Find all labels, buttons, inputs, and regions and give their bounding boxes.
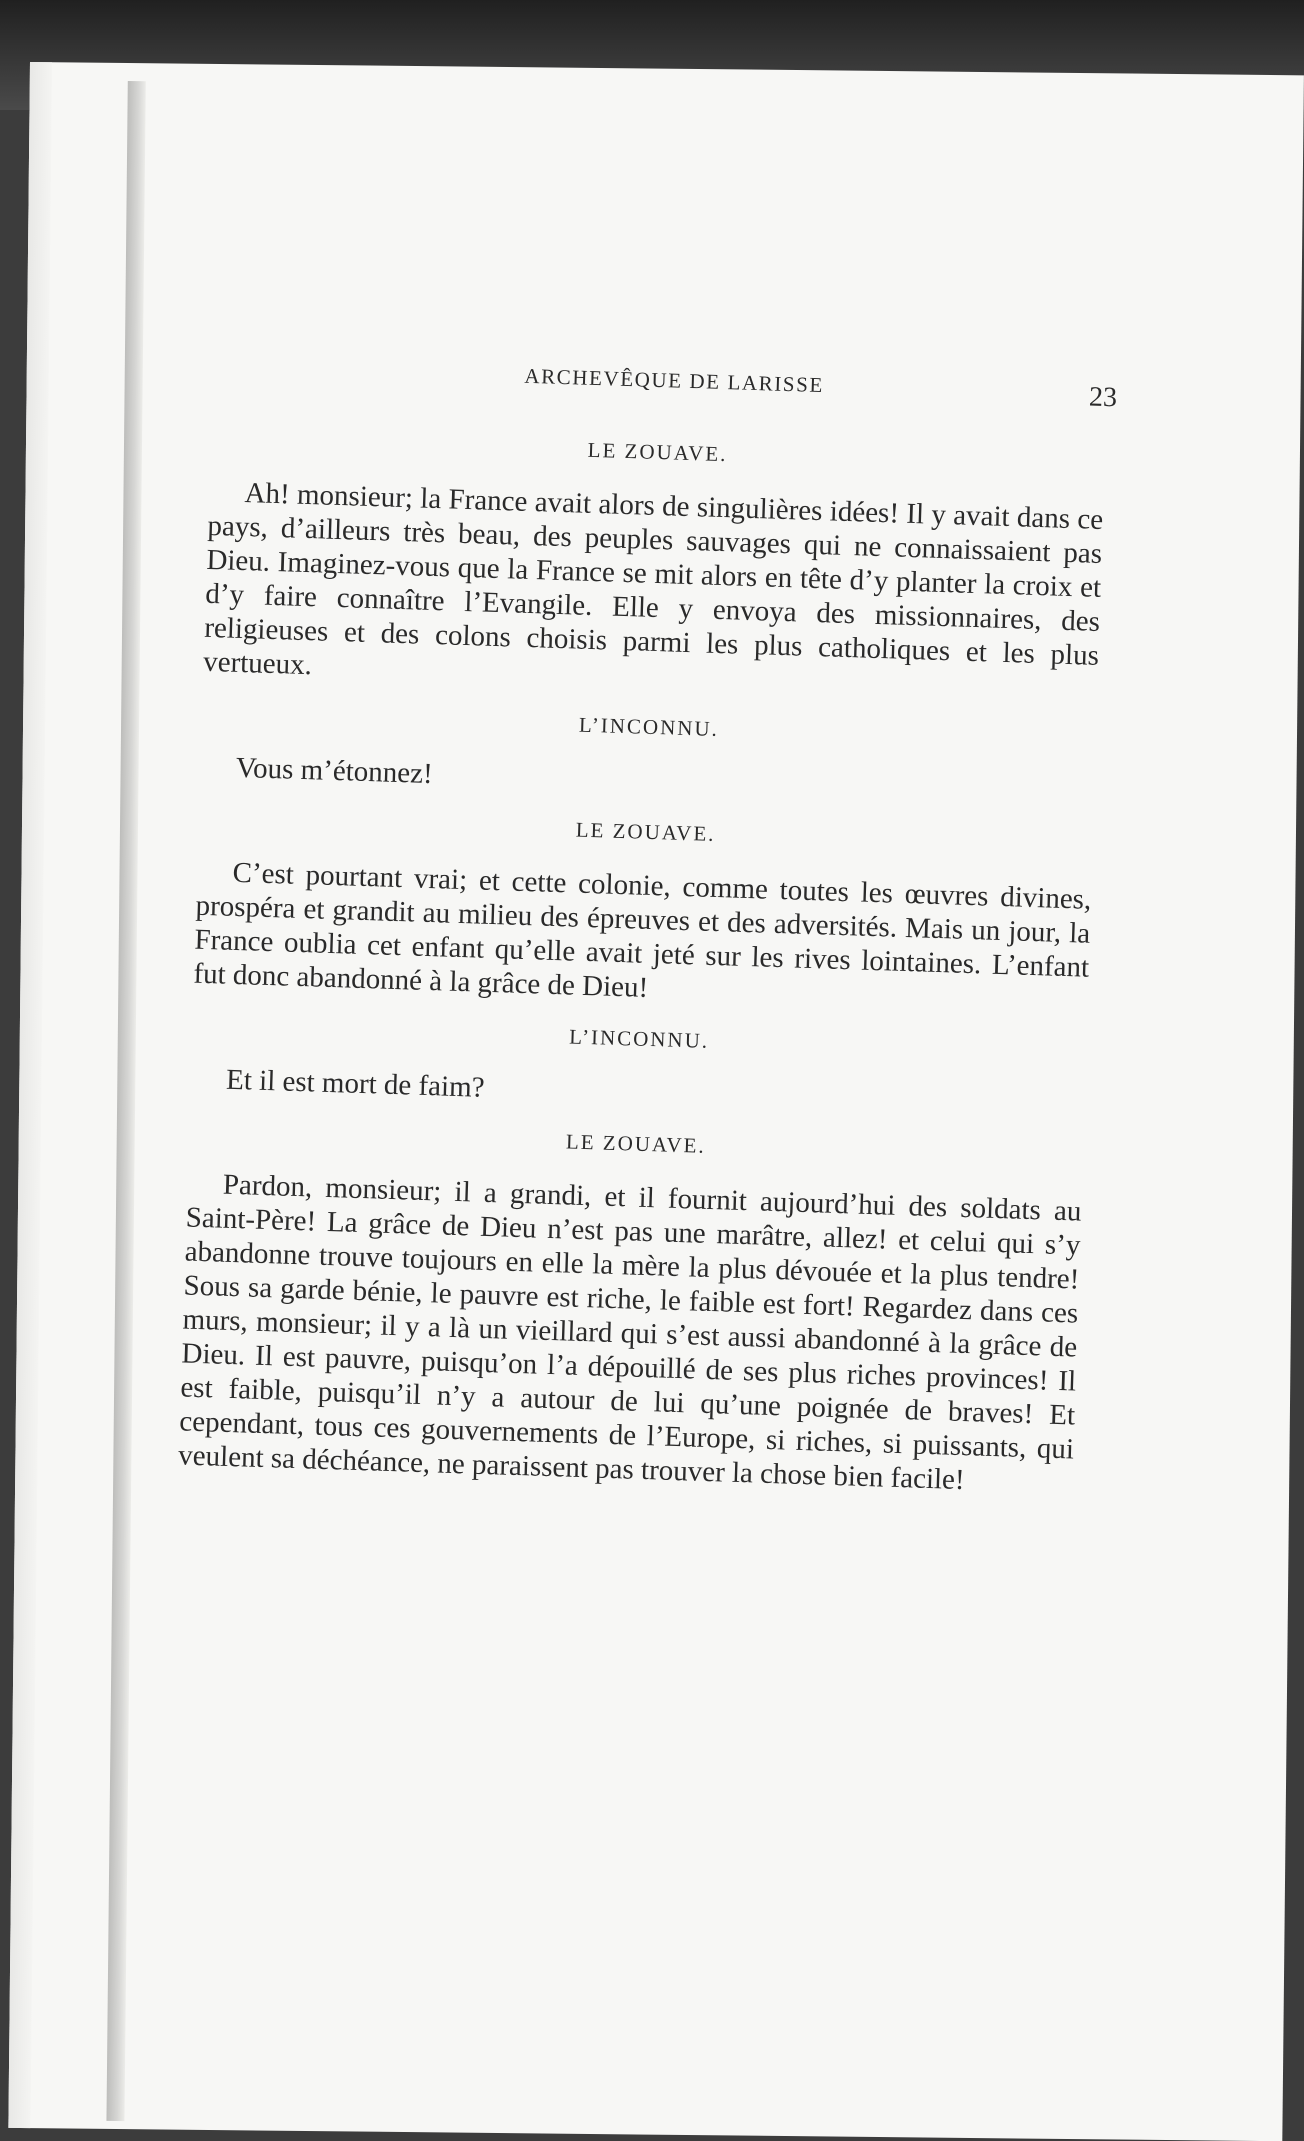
text-block xyxy=(177,354,1118,1501)
speaker-label: L’INCONNU. xyxy=(568,1024,710,1053)
running-head-title: ARCHEVÊQUE DE LARISSE xyxy=(524,363,825,398)
speech-paragraph: Vous m’étonnez! xyxy=(235,751,434,791)
speaker-label: LE ZOUAVE. xyxy=(565,1129,707,1158)
speech-paragraph: C’est pourtant vrai; et cette colonie, comme toutes les œuvres divines, prospéra et grandit au milieu des épreuves et des adversités. Mais un jour, la France oublia cet enfant qu’elle avait jeté sur les rives lointaines. L’enfant fut donc abandonné à la grâce de Dieu! xyxy=(192,856,1092,1004)
speech-paragraph: Pardon, monsieur; il a grandi, et il fournit aujourd’hui des soldats au Saint-Père! La grâce de Dieu n’est pas une marâtre, allez! et celui qui s’y abandonne trouve toujours en elle la mère la plus dévouée et la plus tendre! Sous sa garde bénie, le pauvre est riche, le faible est fort! Regardez dans ces murs, monsieur; il y a là un vieillard qui s’est aussi abandonné à la grâce de Dieu. Il est pauvre, puisqu’on l’a dépouillé de ses plus riches provinces! Il est faible, puisqu’il n’y a autour de lui qu’une poignée de braves! Et cependant, tous ces gouvernements de l’Europe, si riches, si puissants, qui veulent sa déchéance, ne paraissent pas trouver la chose bien facile! xyxy=(177,1168,1082,1497)
speaker-label: LE ZOUAVE. xyxy=(587,437,728,467)
speaker-label: L’INCONNU. xyxy=(578,712,720,742)
page-number: 23 xyxy=(1088,381,1118,414)
running-head xyxy=(211,354,1118,432)
book-page xyxy=(8,62,1304,2141)
speech-paragraph: Et il est mort de faim? xyxy=(225,1063,486,1104)
speech-paragraph: Ah! monsieur; la France avait alors de singulières idées! Il y avait dans ce pays, d’ailleurs très beau, des peuples sauvages qui ne connaissaient pas Dieu. Imaginez-vous que la France se mit alors en tête d’y planter la croix et d’y faire connaître l’Evangile. Elle y envoya des missionnaires, des religieuses et des colons choisis parmi les plus catholiques et les plus vertueux. xyxy=(202,477,1104,682)
speaker-label: LE ZOUAVE. xyxy=(575,817,716,846)
page-edge xyxy=(8,62,52,2128)
book-gutter xyxy=(106,81,145,2121)
